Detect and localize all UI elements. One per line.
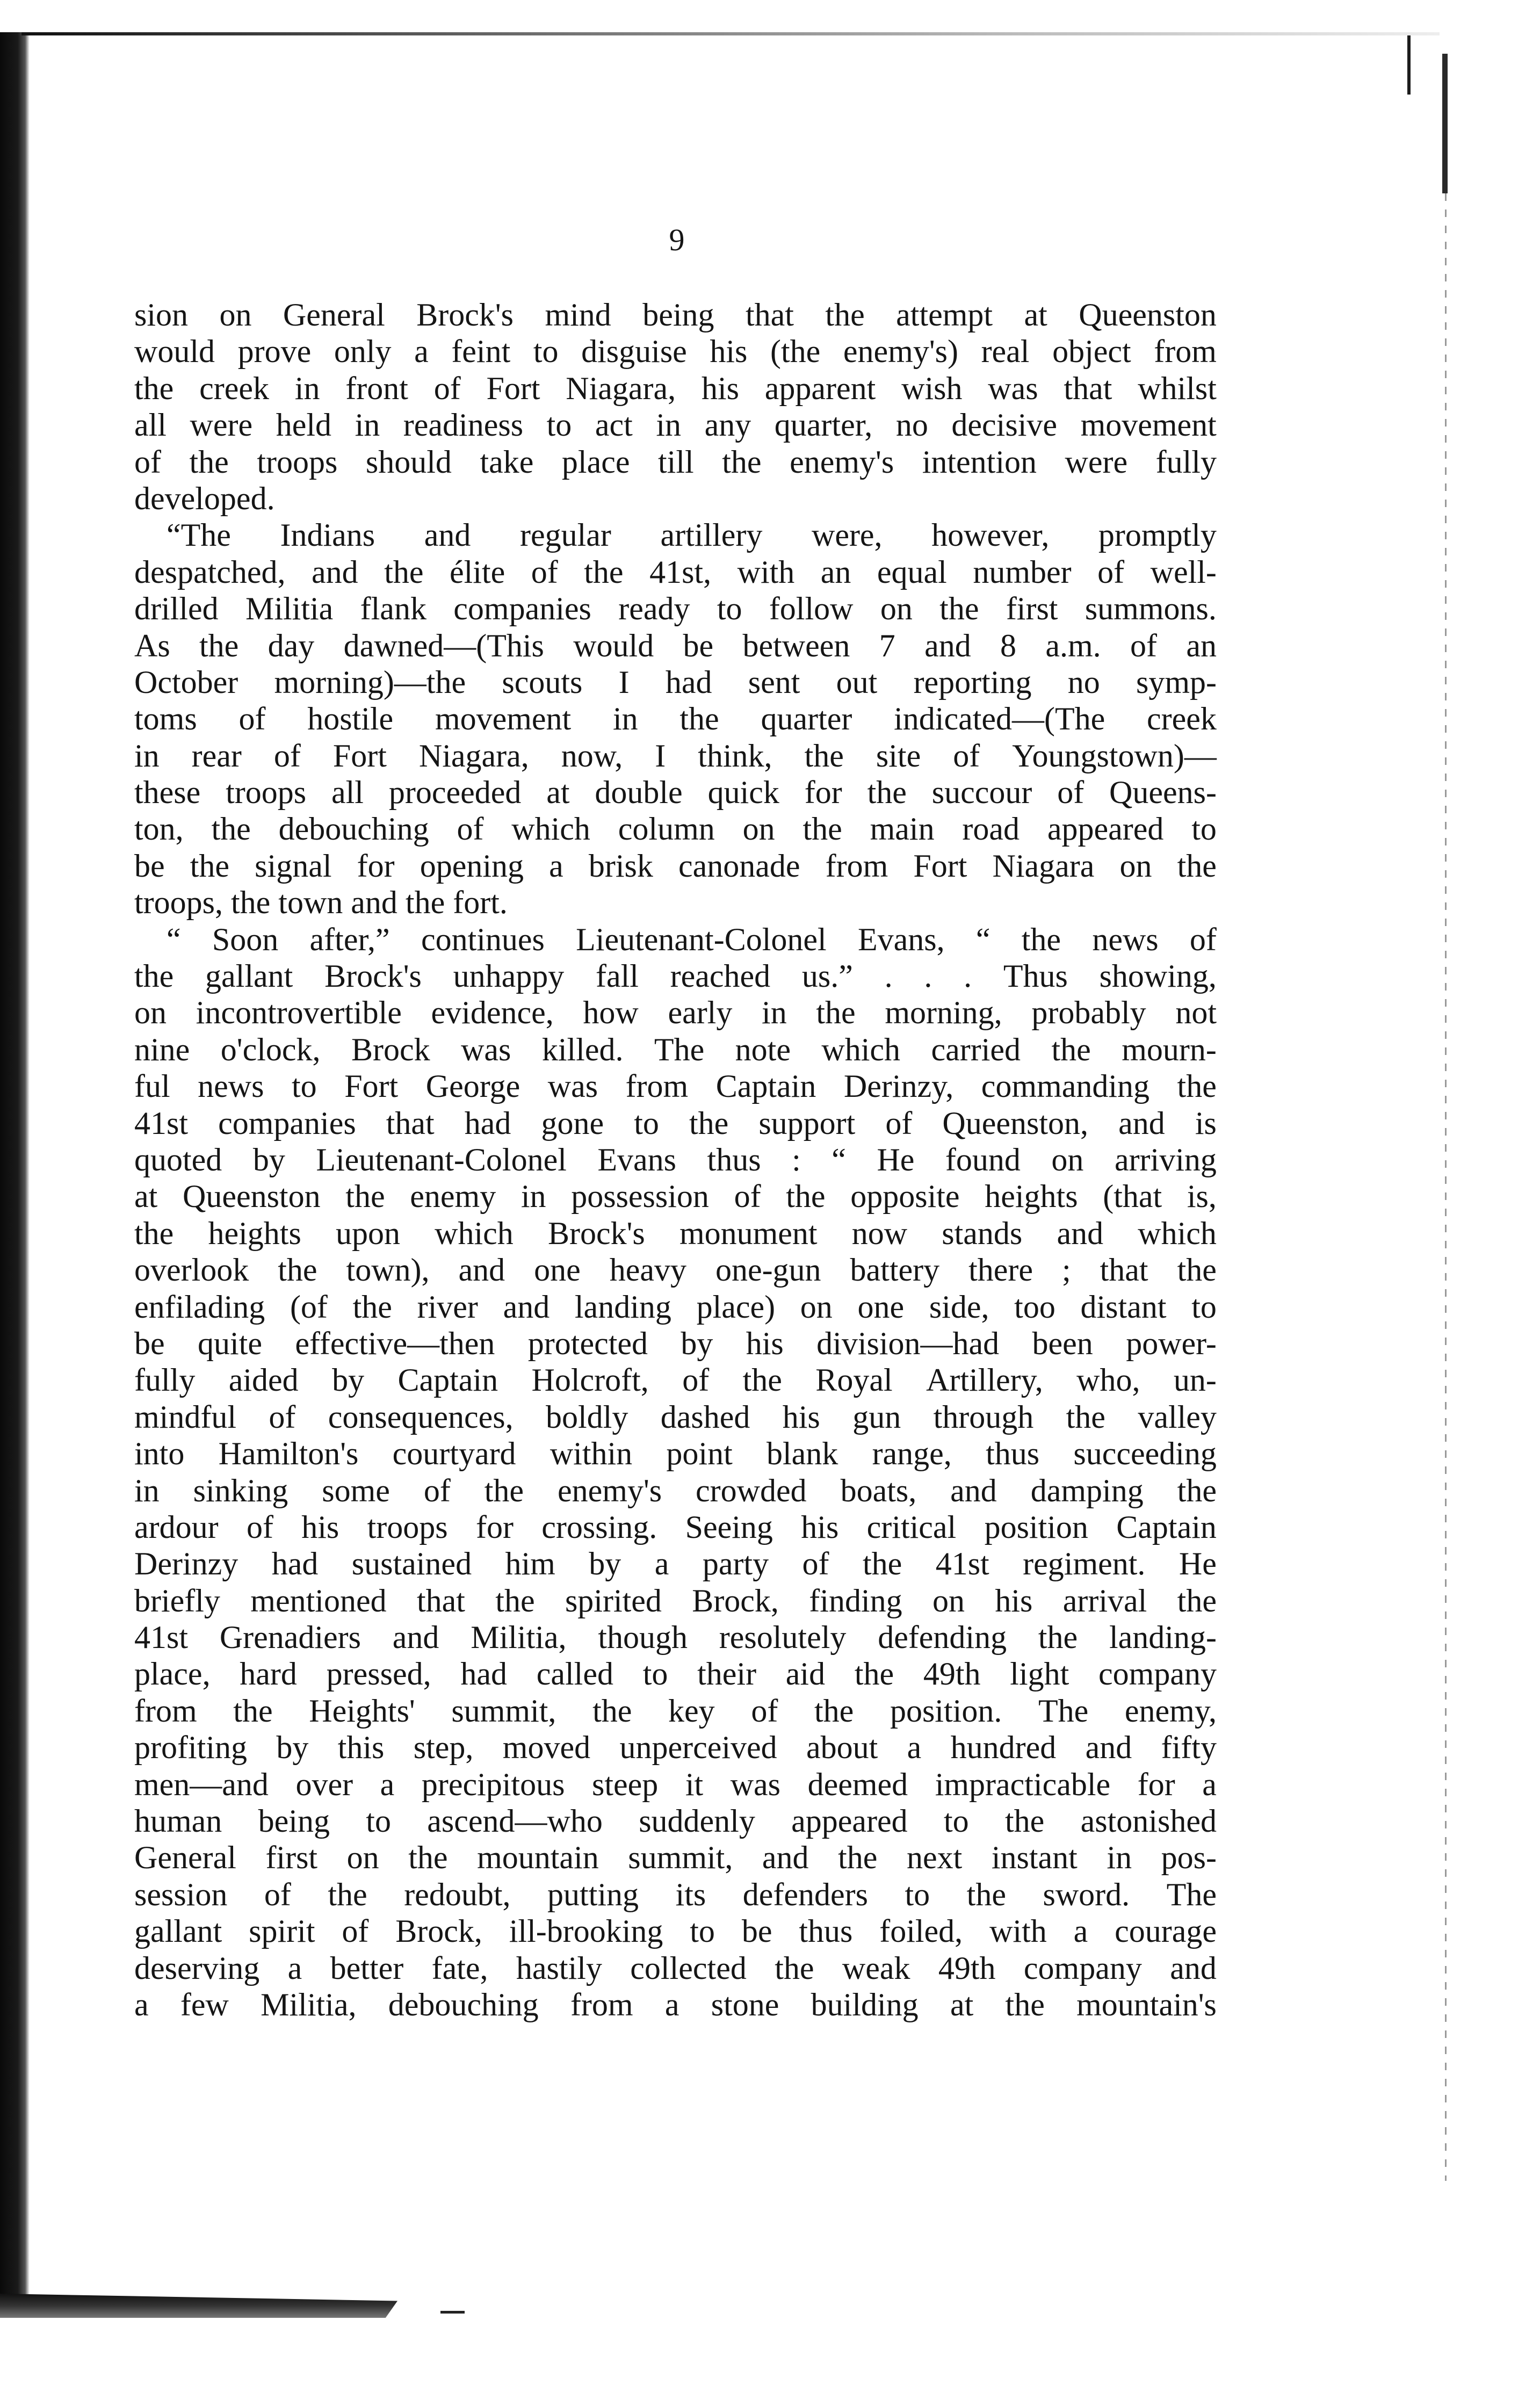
scan-mark-bottom	[440, 2311, 465, 2314]
text-line: toms of hostile movement in the quarter indicated—(The creek	[134, 701, 1217, 737]
text-line: human being to ascend—who suddenly appeared to the astonished	[134, 1803, 1217, 1839]
text-line: Derinzy had sustained him by a party of the 41st regiment. He	[134, 1546, 1217, 1582]
scan-mark-top-right	[1407, 35, 1411, 95]
text-line: of the troops should take place till the enemy's intention were fully	[134, 444, 1217, 480]
text-line: men—and over a precipitous steep it was deemed impracticable for a	[134, 1766, 1217, 1802]
page-number: 9	[669, 222, 685, 257]
text-line: these troops all proceeded at double quick for the succour of Queens-	[134, 775, 1217, 811]
text-line: “ Soon after,” continues Lieutenant-Colonel Evans, “ the news of	[167, 921, 1217, 957]
text-line: enfilading (of the river and landing place) on one side, too distant to	[134, 1289, 1217, 1325]
scan-border-right	[1442, 54, 1448, 193]
text-line: the gallant Brock's unhappy fall reached us.” . . . Thus showing,	[134, 958, 1217, 994]
text-line: troops, the town and the fort.	[134, 885, 508, 921]
text-line: nine o'clock, Brock was killed. The note which carried the mourn-	[134, 1031, 1217, 1067]
scan-border-right-thin	[1445, 193, 1447, 2181]
text-line: be quite effective—then protected by his division—had been power-	[134, 1325, 1217, 1361]
text-line: overlook the town), and one heavy one-gun battery there ; that the	[134, 1252, 1217, 1288]
text-line: despatched, and the élite of the 41st, with an equal number of well-	[134, 554, 1217, 590]
scan-border-bottom	[0, 2294, 397, 2318]
text-line: a few Militia, debouching from a stone building at the mountain's	[134, 1986, 1217, 2022]
text-line: from the Heights' summit, the key of the position. The enemy,	[134, 1693, 1217, 1729]
text-line: drilled Militia flank companies ready to follow on the first summons.	[134, 591, 1217, 627]
text-line: in sinking some of the enemy's crowded boats, and damping the	[134, 1472, 1217, 1508]
text-line: gallant spirit of Brock, ill-brooking to be thus foiled, with a courage	[134, 1913, 1217, 1949]
text-line: at Queenston the enemy in possession of the opposite heights (that is,	[134, 1179, 1217, 1215]
text-line: sion on General Brock's mind being that the attempt at Queenston	[134, 297, 1217, 333]
text-line: on incontrovertible evidence, how early in the morning, probably not	[134, 995, 1217, 1031]
text-line: “The Indians and regular artillery were, however, promptly	[167, 517, 1217, 553]
text-line: be the signal for opening a brisk canonade from Fort Niagara on the	[134, 848, 1217, 884]
text-line: briefly mentioned that the spirited Brock, finding on his arrival the	[134, 1582, 1217, 1618]
text-line: As the day dawned—(This would be between 7 and 8 a.m. of an	[134, 627, 1217, 663]
text-line: ton, the debouching of which column on the main road appeared to	[134, 811, 1217, 847]
text-line: session of the redoubt, putting its defenders to the sword. The	[134, 1876, 1217, 1912]
text-line: 41st companies that had gone to the support of Queenston, and is	[134, 1105, 1217, 1141]
text-line: ful news to Fort George was from Captain Derinzy, commanding the	[134, 1068, 1217, 1104]
text-line: the heights upon which Brock's monument now stands and which	[134, 1215, 1217, 1251]
text-line: 41st Grenadiers and Militia, though resolutely defending the landing-	[134, 1620, 1217, 1656]
scan-border-top	[21, 32, 1440, 35]
text-line: General first on the mountain summit, and the next instant in pos-	[134, 1840, 1217, 1876]
text-line: fully aided by Captain Holcroft, of the Royal Artillery, who, un-	[134, 1362, 1217, 1398]
scan-border-left	[0, 32, 30, 2299]
text-line: would prove only a feint to disguise his (the enemy's) real object from	[134, 334, 1217, 370]
text-line: the creek in front of Fort Niagara, his apparent wish was that whilst	[134, 370, 1217, 406]
text-line: profiting by this step, moved unperceived about a hundred and fifty	[134, 1730, 1217, 1766]
text-line: developed.	[134, 480, 275, 516]
text-line: in rear of Fort Niagara, now, I think, the site of Youngstown)—	[134, 738, 1217, 774]
text-line: mindful of consequences, boldly dashed his gun through the valley	[134, 1399, 1217, 1435]
text-line: deserving a better fate, hastily collected the weak 49th company and	[134, 1950, 1217, 1986]
text-line: October morning)—the scouts I had sent out reporting no symp-	[134, 664, 1217, 700]
text-line: ardour of his troops for crossing. Seeing his critical position Captain	[134, 1509, 1217, 1545]
text-line: all were held in readiness to act in any quarter, no decisive movement	[134, 407, 1217, 443]
body-text	[134, 297, 1217, 2284]
text-line: quoted by Lieutenant-Colonel Evans thus : “ He found on arriving	[134, 1141, 1217, 1177]
text-line: place, hard pressed, had called to their aid the 49th light company	[134, 1656, 1217, 1692]
text-line: into Hamilton's courtyard within point blank range, thus succeeding	[134, 1436, 1217, 1472]
